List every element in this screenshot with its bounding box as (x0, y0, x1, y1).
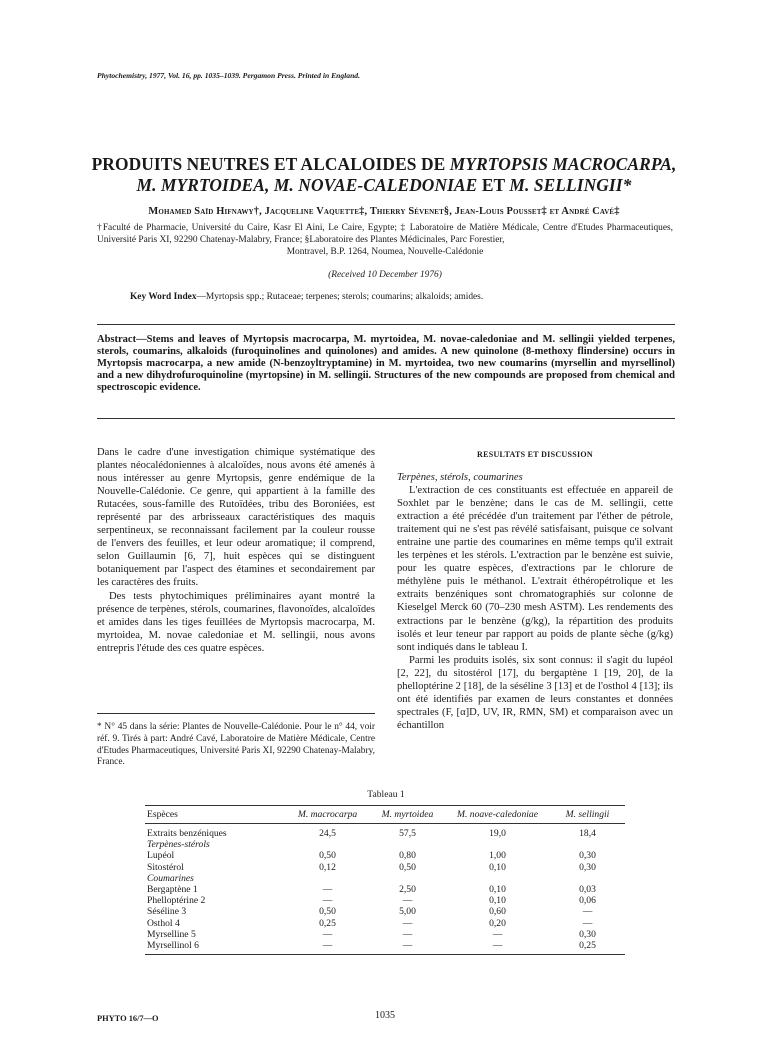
table-cell: 0,50 (319, 906, 336, 918)
abstract-top-rule (97, 324, 675, 325)
table-row (145, 906, 625, 917)
row-label: Myrselline 5 (147, 928, 196, 940)
row-label: Myrsellinol 6 (147, 940, 199, 952)
row-label: Extraits benzéniques (147, 828, 227, 839)
title-line2-conjunction: ET (477, 175, 510, 195)
column-header: M. noave-caledoniae (457, 809, 538, 821)
table-cell (370, 839, 445, 850)
table-cell: — (322, 928, 333, 940)
table-cell: 0,80 (399, 850, 416, 862)
table-cell: 0,12 (319, 861, 336, 873)
row-label: Séséline 3 (147, 906, 187, 918)
table-row (145, 873, 625, 884)
table-row (145, 929, 625, 940)
table-row (145, 918, 625, 929)
title-line1-prefix: PRODUITS NEUTRES ET ALCALOIDES DE (91, 154, 450, 174)
abstract (97, 334, 675, 394)
table-cell: 0,03 (579, 884, 596, 896)
table-cell: 0,06 (579, 895, 596, 907)
table-cell: 0,25 (319, 917, 336, 929)
keyword-index (130, 292, 670, 302)
received-date: (Received 10 December 1976) (328, 270, 442, 280)
table-cell: 5,00 (399, 906, 416, 918)
row-label: Lupéol (147, 850, 175, 862)
keyword-text: —Myrtopsis spp.; Rutaceae; terpenes; sterols; coumarins; alkaloids; amides. (196, 292, 484, 302)
title-line2-species-a: M. MYRTOIDEA, M. NOVAE-CALEDONIAE (136, 175, 478, 195)
title-line1-italic: MYRTOPSIS MACROCARPA, (449, 154, 677, 174)
table-cell: — (322, 884, 333, 896)
table-wrapper (145, 807, 625, 955)
table-cell: 0,50 (399, 861, 416, 873)
table-cell: 57,5 (399, 828, 416, 839)
table-row (145, 839, 625, 850)
table-cell: — (582, 917, 593, 929)
row-label: Phelloptérine 2 (147, 895, 206, 907)
row-label: Bergaptène 1 (147, 884, 198, 896)
table-cell: — (492, 928, 503, 940)
table-cell: — (402, 895, 413, 907)
affiliations (97, 222, 673, 258)
column-header: Espèces (147, 809, 178, 821)
table-cell (285, 873, 370, 884)
journal-citation: Phytochemistry, 1977, Vol. 16, pp. 1035–1039. Pergamon Press. Printed in England. (97, 71, 360, 80)
left-column (97, 446, 375, 655)
table-cell (550, 873, 625, 884)
table-top-rule (145, 805, 625, 806)
table-cell (285, 839, 370, 850)
table-cell: 1,00 (489, 850, 506, 862)
right-column (397, 471, 673, 732)
table-row (145, 884, 625, 895)
table-cell: 0,25 (579, 940, 596, 952)
intro-paragraph-2: Des tests phytochimiques préliminaires ayant montré la présence de terpènes, stérols, coumarines, flavonoïdes, alcaloïdes et amides dans les tiges feuillées de Myrtopsis macrocarpa, M. myrtoidea, M. novae caledoniae et M. sellingii, nous avons entrepris l'étude des ces quatre espèces. (97, 590, 375, 654)
table-row (145, 828, 625, 839)
table-row (145, 940, 625, 951)
affiliation-text: †Faculté de Pharmacie, Université du Caire, Kasr El Aini, Le Caire, Egypte; ‡ Laboratoire de Matière Médicale, Centre d'Etudes Pharmaceutiques, Université Paris XI, 92290 Chatenay-Malabry, France; §Laboratoire des Plantes Médicinales, Parc Forestier, (97, 223, 673, 246)
table-cell: 0,20 (489, 917, 506, 929)
table-body (145, 828, 625, 951)
table-cell: 0,30 (579, 861, 596, 873)
results-paragraph-2: Parmi les produits isolés, six sont connus: il s'agit du lupéol [2, 22], du sitostérol [17], du bergaptène 1 [19, 20], de la phelloptérine 2 [18], de la séséline 3 [13] et de l'osthol 4 [13]; ils ont été identifiés par examen de leurs constantes et données spectrales (F, [α]D, UV, IR, RMN, SM) et comparaison avec un échantillon (397, 654, 673, 731)
table-cell: 0,10 (489, 861, 506, 873)
table-cell: 18,4 (579, 828, 596, 839)
abstract-bottom-rule (97, 418, 675, 419)
title-line2-species-b: M. SELLINGII* (509, 175, 632, 195)
footer-code: PHYTO 16/7—O (97, 1014, 159, 1023)
row-label: Coumarines (147, 872, 194, 884)
author-list: Mohamed Saïd Hifnawy†, Jacqueline Vaquette‡, Thierry Sévenet§, Jean-Louis Pousset‡ et André Cavé‡ (148, 206, 620, 217)
abstract-label: Abstract (97, 334, 137, 345)
table-bottom-rule (145, 954, 625, 955)
section-heading: RESULTATS ET DISCUSSION (477, 450, 593, 459)
intro-paragraph-1: Dans le cadre d'une investigation chimique systématique des plantes néocalédoniennes à alcaloïdes, nous avons été amenés à nous intéresser au genre Myrtopsis, genre endémique de la Nouvelle-Calédonie. Ce genre, qui appartient à la famille des Rutacées, sous-famille des Rutoïdées, tribu des Boroniées, est représenté par des arbrisseaux caractéristiques des maquis serpentineux, se reconnaissant facilement par la couleur rousse de l'envers des feuilles, et leur odeur aromatique; il comprend, selon Guillaumin [6, 7], huit espèces qui se distinguent botaniquement par l'aspect des étamines et secondairement par les caractères des fruits. (97, 447, 375, 589)
column-header: M. myrtoidea (381, 809, 434, 821)
footnote: * N° 45 dans la série: Plantes de Nouvelle-Calédonie. Pour le n° 44, voir réf. 9. Tirés à part: André Cavé, Laboratoire de Matière Médicale, Centre d'Etudes Pharmaceutiques, Université Paris XI, 92290 Chatenay-Malabry, France. (97, 722, 375, 768)
row-label: Osthol 4 (147, 917, 180, 929)
table-cell: 0,30 (579, 928, 596, 940)
footnote-rule (97, 713, 375, 714)
table-cell: 0,10 (489, 895, 506, 907)
section-subheading: Terpènes, stérols, coumarines (397, 472, 523, 483)
column-header: M. sellingii (565, 809, 610, 821)
table-row (145, 850, 625, 861)
table-cell: — (402, 917, 413, 929)
table-cell: 0,30 (579, 850, 596, 862)
table-caption: Tableau 1 (367, 789, 405, 800)
row-label: Sitostérol (147, 861, 184, 873)
table-cell: 0,50 (319, 850, 336, 862)
table-cell: — (402, 928, 413, 940)
table-cell: 19,0 (489, 828, 506, 839)
table-cell: — (492, 940, 503, 952)
table-cell: 24,5 (319, 828, 336, 839)
table-cell: 2,50 (399, 884, 416, 896)
table-row (145, 862, 625, 873)
article-title (90, 154, 678, 196)
table-cell: — (582, 906, 593, 918)
page-number: 1035 (375, 1010, 395, 1021)
keyword-label: Key Word Index (130, 292, 197, 302)
table-cell: — (402, 940, 413, 952)
table-cell (370, 873, 445, 884)
table-cell: — (322, 895, 333, 907)
affiliation-text-end: Montravel, B.P. 1264, Noumea, Nouvelle-Calédonie (286, 247, 484, 258)
results-paragraph-1: L'extraction de ces constituants est effectuée en appareil de Soxhlet par le benzène; dans le cas de M. sellingii, cette extraction a été précédée d'un traitement par l'éther de pétrole, traitement qui ne s'est pas révélé satisfaisant, puisque ce solvant entraine une partie des coumarines en même temps qu'il extrait les terpènes et les stérols. L'extraction par le benzène est suivie, pour les quatre espèces, d'extractions par le chlorure de méthylène puis le méthanol. L'extrait éthéropétrolique et les extraits benzéniques sont chromatographiés sur colonne de Kieselgel Merck 60 (70–230 mesh ASTM). Les rendements des extractions par le benzène (g/kg), la répartition des produits isolés et leur teneur par rapport au poids de plante sèche (g/kg) sont indiqués dans le tableau I. (397, 485, 673, 653)
table-cell (445, 873, 550, 884)
table-row (145, 895, 625, 906)
data-table (145, 807, 625, 951)
row-label: Terpènes-stérols (147, 839, 210, 851)
abstract-text: —Stems and leaves of Myrtopsis macrocarpa, M. myrtoidea, M. novae-caledoniae and M. sellingii yielded terpenes, sterols, coumarins, alkaloids (furoquinolines and quinolones) and amides. A new quinolone (8-methoxy flindersine) occurs in Myrtopsis macrocarpa, a new amide (N-benzoyltryptamine) in M. myrtoidea, two new coumarins (myrsellin and myrsellinol) and a new dihydrofuroquinoline (myrtopsine) in M. sellingii. Structures of the new compounds are proposed from chemical and spectroscopic evidence. (97, 334, 675, 394)
table-header-row (145, 807, 625, 823)
table-cell: 0,10 (489, 884, 506, 896)
table-cell: — (322, 940, 333, 952)
column-header: M. macrocarpa (297, 809, 358, 821)
table-cell (550, 839, 625, 850)
table-cell: 0,60 (489, 906, 506, 918)
table-cell (445, 839, 550, 850)
